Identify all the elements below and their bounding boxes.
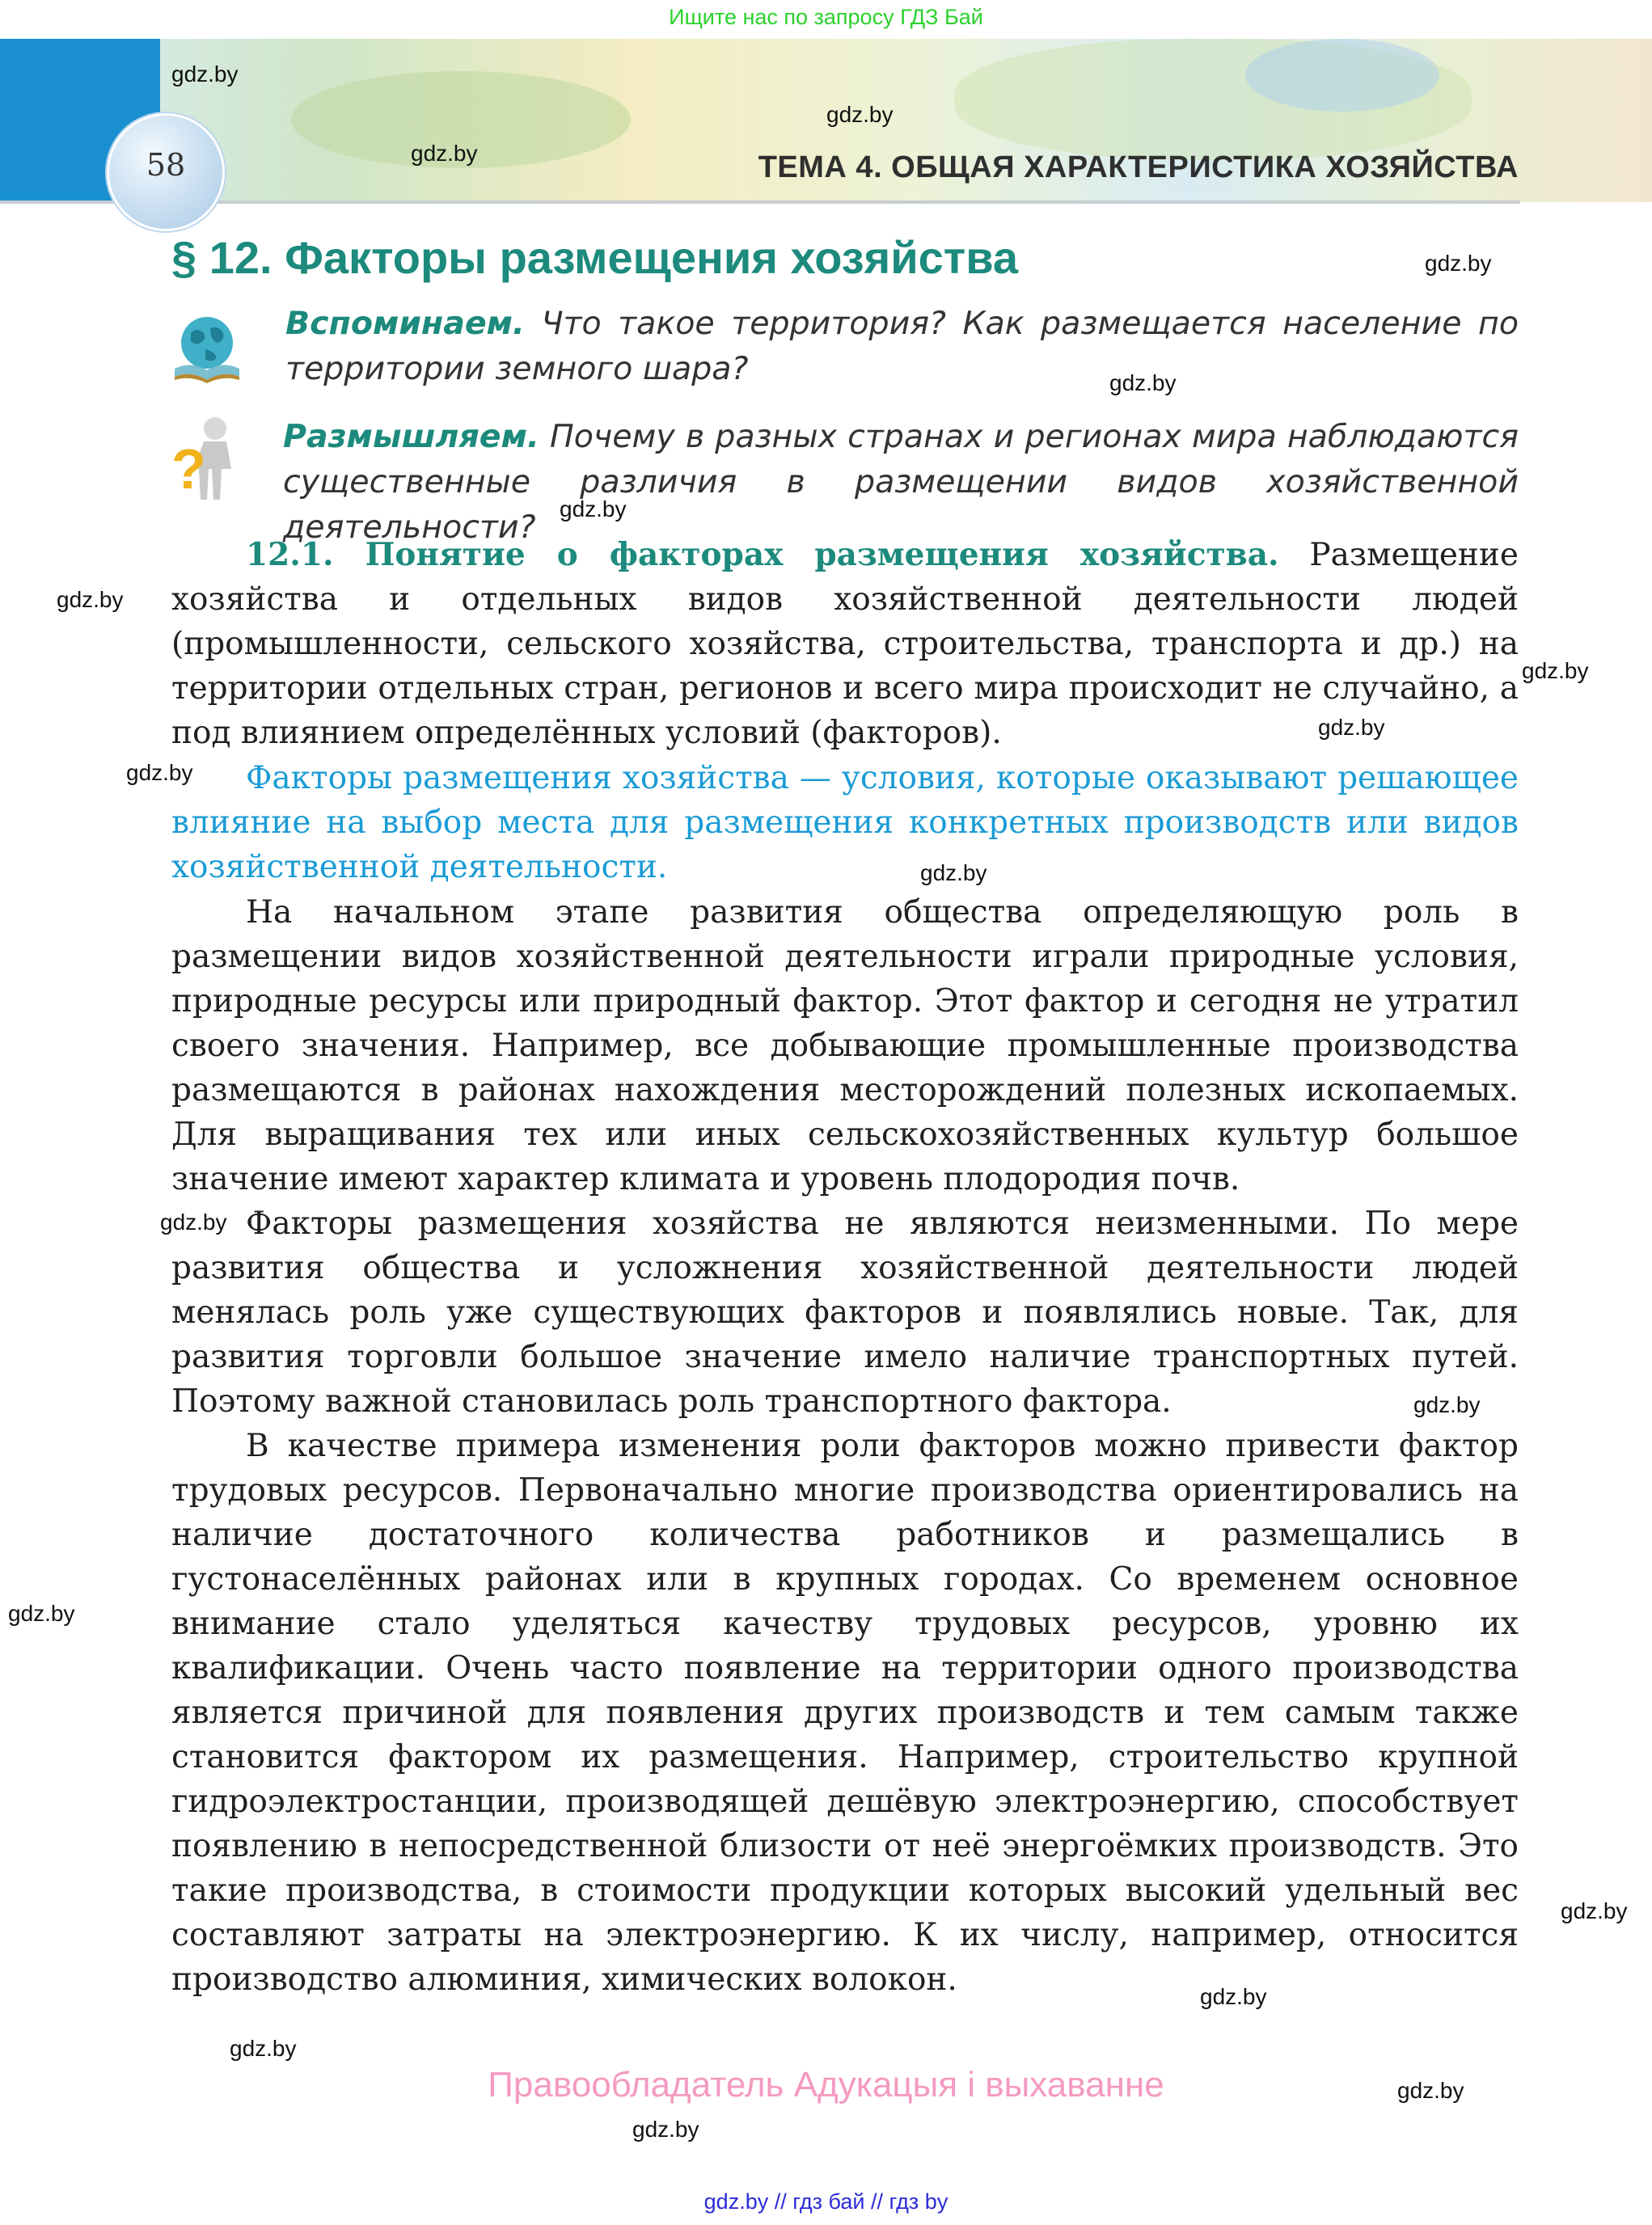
watermark: gdz.by <box>1200 1984 1267 2009</box>
recall-label: Вспоминаем. <box>285 305 525 342</box>
paragraph-2: Факторы размещения хозяйства не являются неизменными. По мере развития общества и усложнения хозяйственной деятельности людей менялась роль уже существующих факторов и появлялись новые. Так, для развития торговли большое значение имело наличие транспортных путей. Поэтому важной становилась роль транспортного фактора. <box>171 1205 1519 1420</box>
page-number: 58 <box>146 147 186 183</box>
paragraph-3: В качестве примера изменения роли факторов можно привести фактор трудовых ресурсов. Первоначально многие производства ориентировались на наличие достаточного количества работников и размещались в густонаселённых районах или в крупных городах. Со временем основное внимание стало уделяться качеству трудовых ресурсов, уровню их квалификации. Очень часто появление на территории одного производства является причиной для появления других производств и тем самым также становится фактором их размещения. Например, строительство крупной гидроэлектростанции, производящей дешёвую электроэнергию, способствует появлению в непосредственной близости от неё энергоёмких производств. Это такие производства, в стоимости продукции которых высокий удельный вес составляют затраты на электроэнергию. К их числу, например, относится производство алюминия, химических волокон. <box>171 1428 1519 1998</box>
watermark: gdz.by <box>1413 1392 1481 1417</box>
subsection-intro: Размещение хозяйства и отдельных видов хозяйственной деятельности людей (промышленности, сельского хозяйства, строительства, транспорта и др.) на территории отдельных стран, регионов и всего мира происходит не случайно, а под влиянием определённых условий (факторов). <box>171 537 1519 751</box>
recall-text: Что такое территория? Как размещается население по территории земного шара? <box>285 305 1519 387</box>
copyright-holder: Правообладатель Адукацыя і выхаванне <box>488 2065 1164 2105</box>
watermark: gdz.by <box>632 2117 699 2142</box>
watermark: gdz.by <box>57 587 124 612</box>
reflect-block <box>283 414 1519 550</box>
subsection-heading: 12.1. Понятие о факторах размещения хозяйства. <box>246 536 1279 573</box>
reflect-text: Почему в разных странах и регионах мира наблюдаются существенные различия в размещении видов хозяйственной деятельности? <box>283 418 1519 546</box>
watermark: gdz.by <box>560 496 627 521</box>
watermark: gdz.by <box>1425 251 1492 276</box>
topic-title: ТЕМА 4. ОБЩАЯ ХАРАКТЕРИСТИКА ХОЗЯЙСТВА <box>758 150 1519 184</box>
watermark: gdz.by <box>230 2036 297 2061</box>
book-globe-icon <box>170 312 244 390</box>
watermark: gdz.by <box>1109 370 1177 395</box>
paragraph-1: На начальном этапе развития общества определяющую роль в размещении видов хозяйственной деятельности играли природные условия, природные ресурсы или природный фактор. Этот фактор и сегодня не утратил своего значения. Например, все добывающие промышленные производства размещаются в районах нахождения месторождений полезных ископаемых. Для выращивания тех или иных сельскохозяйственных культур большое значение имеют характер климата и уровень плодородия почв. <box>171 894 1519 1197</box>
subsection-12-1 <box>171 533 1519 755</box>
recall-block <box>285 301 1519 391</box>
footer-separator: // <box>871 2189 884 2214</box>
watermark: gdz.by <box>920 860 987 885</box>
watermark: gdz.by <box>126 760 193 785</box>
thinking-person-icon <box>167 414 243 506</box>
watermark: gdz.by <box>171 61 239 87</box>
footer-link-gdz-by[interactable]: gdz.by <box>703 2189 769 2214</box>
definition-text: Факторы размещения хозяйства — условия, которые оказывают решающее влияние на выбор места для размещения конкретных производств или видов хозяйственной деятельности. <box>171 760 1519 885</box>
footer-separator: // <box>774 2189 787 2214</box>
reflect-label: Размышляем. <box>283 418 539 455</box>
watermark: gdz.by <box>8 1601 75 1626</box>
watermark: gdz.by <box>160 1210 227 1235</box>
top-search-banner: Ищите нас по запросу ГДЗ Бай <box>669 5 983 29</box>
watermark: gdz.by <box>1318 715 1385 740</box>
svg-text:?: ? <box>171 437 206 500</box>
watermark: gdz.by <box>1522 658 1589 683</box>
header-divider <box>0 201 1520 204</box>
footer-links <box>0 2189 1652 2214</box>
watermark: gdz.by <box>411 141 478 166</box>
watermark: gdz.by <box>1561 1898 1628 1923</box>
watermark: gdz.by <box>1397 2078 1464 2103</box>
definition-block <box>171 756 1519 889</box>
watermark: gdz.by <box>826 102 894 127</box>
footer-link-gdz-by-cyr[interactable]: гдз by <box>889 2189 949 2214</box>
footer-link-gdz-bai[interactable]: гдз бай <box>792 2189 865 2214</box>
section-title: § 12. Факторы размещения хозяйства <box>171 232 1019 283</box>
main-text <box>171 890 1519 2002</box>
